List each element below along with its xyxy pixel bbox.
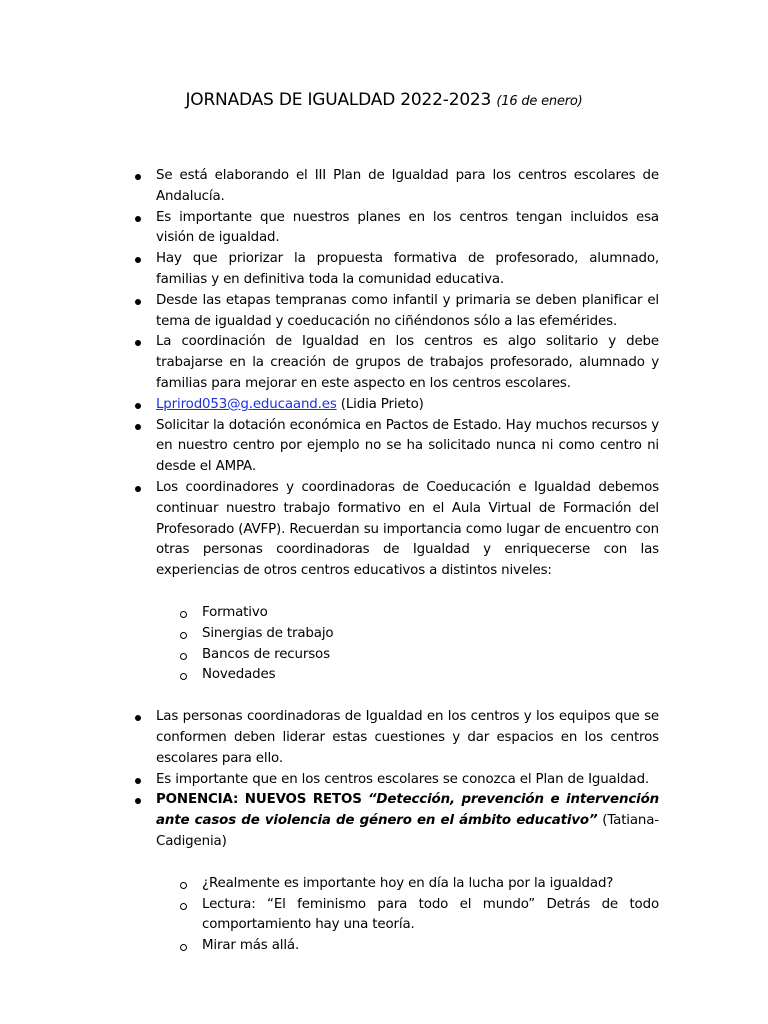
title-date: (16 de enero) <box>496 94 583 109</box>
page-title <box>0 90 768 110</box>
sub-list-item: Sinergias de trabajo <box>202 624 659 645</box>
title-main: JORNADAS DE IGUALDAD 2022-2023 <box>185 90 492 110</box>
list-item: Las personas coordinadoras de Igualdad en los centros y los equipos que se conformen deben liderar estas cuestiones y dar espacios en los centros escolares para ello. <box>156 707 659 769</box>
second-bullet-list <box>156 707 659 853</box>
levels-sub-list <box>156 603 659 686</box>
list-item: La coordinación de Igualdad en los centros es algo solitario y debe trabajarse en la creación de grupos de trabajos profesorado, alumnado y familias para mejorar en este aspecto en los centros escolares. <box>156 332 659 394</box>
main-bullet-list <box>156 166 659 582</box>
list-item: Es importante que en los centros escolares se conozca el Plan de Igualdad. <box>156 770 659 791</box>
list-item: Se está elaborando el III Plan de Igualdad para los centros escolares de Andalucía. <box>156 166 659 208</box>
ponencia-speaker: (Tatiana-Cadigenia) <box>156 813 659 849</box>
sub-list-item: ¿Realmente es importante hoy en día la lucha por la igualdad? <box>202 874 659 895</box>
list-item: Es importante que nuestros planes en los centros tengan incluidos esa visión de igualdad. <box>156 208 659 250</box>
sub-list-item: Lectura: “El feminismo para todo el mundo” Detrás de todo comportamiento hay una teoría. <box>202 895 659 937</box>
list-item: Solicitar la dotación económica en Pactos de Estado. Hay muchos recursos y en nuestro centro por ejemplo no se ha solicitado nunca ni como centro ni desde el AMPA. <box>156 416 659 478</box>
ponencia-sub-list <box>156 874 659 957</box>
list-item: Desde las etapas tempranas como infantil y primaria se deben planificar el tema de igualdad y coeducación no ciñéndonos sólo a las efemérides. <box>156 291 659 333</box>
contact-name: (Lidia Prieto) <box>340 396 424 412</box>
sub-list-item: Novedades <box>202 665 659 686</box>
list-item: Hay que priorizar la propuesta formativa de profesorado, alumnado, familias y en definitiva toda la comunidad educativa. <box>156 249 659 291</box>
email-link[interactable]: Lprirod053@g.educaand.es <box>156 396 337 412</box>
sub-list-item: Mirar más allá. <box>202 936 659 957</box>
document-body <box>156 166 659 957</box>
sub-list-item: Formativo <box>202 603 659 624</box>
contact-item <box>156 395 659 416</box>
ponencia-topic: “Detección, prevención e intervención ante casos de violencia de género en el ámbito educativo” <box>156 792 660 829</box>
ponencia-label: PONENCIA: NUEVOS RETOS <box>156 792 362 808</box>
sub-list-item: Bancos de recursos <box>202 645 659 666</box>
ponencia-item <box>156 790 659 852</box>
list-item: Los coordinadores y coordinadoras de Coeducación e Igualdad debemos continuar nuestro trabajo formativo en el Aula Virtual de Formación del Profesorado (AVFP). Recuerdan su importancia como lugar de encuentro con otras personas coordinadoras de Igualdad y enriquecerse con las experiencias de otros centros educativos a distintos niveles: <box>156 478 659 582</box>
